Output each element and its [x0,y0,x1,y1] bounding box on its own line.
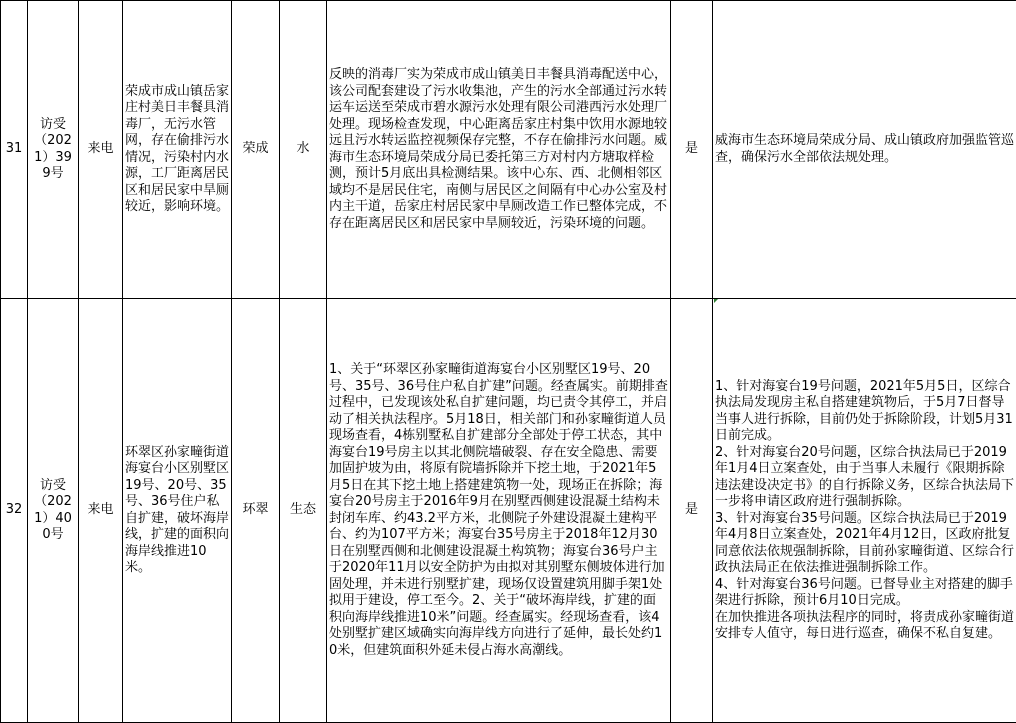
handling-measures: 1、针对海宴台19号问题，2021年5月5日，区综合执法局发现房主私自搭建建筑物后，于5月7日督导当事人进行拆除，目前仍处于拆除阶段，计划5月31日前完成。 2、针对海宴台20号问题，区综合执法局已于2019年1月4日立案查处，由于当事人未履行《限期拆除违法建设决定书》的自行拆除义务，区综合执法局下一步将申请区政府进行强制拆除。 3、针对海宴台35号问题。区综合执法局已于2019年4月8日立案查处，2021年4月12日，区政府批复同意依法依规强制拆除，目前孙家疃街道、区综合行政执法局正在依法推进强制拆除工作。 4、针对海宴台36号问题。已督导业主对搭建的脚手架进行拆除，预计6月10日完成。 在加快推进各项执法程序的同时，将责成孙家疃街道安排专人值守，每日进行巡查，确保不私自复建。 [713,299,1016,723]
row-number: 31 [1,1,28,299]
investigation-result: 1、关于“环翠区孙家疃街道海宴台小区别墅区19号、20号、35号、36号住户私自扩建”问题。经查属实。前期排查过程中，已发现该处私自扩建问题，均已责令其停工，并启动了相关执法程序。5月18日，相关部门和孙家疃街道人员现场查看，4栋别墅私自扩建部分全部处于停工状态，其中海宴台19号房主以其北侧院墙破裂、存在安全隐患、需要加固护坡为由，将原有院墙拆除并下挖土地，于2021年5月5日在其下挖土地上搭建建筑物一处，现场正在拆除；海宴台20号房主于2016年9月在别墅西侧建设混凝土结构未封闭车库、约43.2平方米，北侧院子外建设混凝土建构平台、约为107平方米；海宴台35号房主于2018年12月30日在别墅西侧和北侧建设混凝土构筑物；海宴台36号户主于2020年11月以安全防护为由拟对其别墅东侧坡体进行加固处理，并未进行别墅扩建，现场仅设置建筑用脚手架1处拟用于建设，停工至今。2、关于“破坏海岸线，扩建的面积向海岸线推进10米”问题。经查属实。经现场查看，该4处别墅扩建区域确实向海岸线方向进行了延伸，最长处约10米，但建筑面积外延未侵占海水高潮线。 [327,299,671,723]
complaint-source: 来电 [79,299,123,723]
complaint-source: 来电 [79,1,123,299]
district: 环翠 [232,299,280,723]
case-number: 访受（2021）399号 [28,1,79,299]
verified-flag: 是 [671,1,713,299]
verified-flag: 是 [671,299,713,723]
table-row [1,299,1016,723]
complaint-description: 荣成市成山镇岳家庄村美日丰餐具消毒厂，无污水管网，存在偷排污水情况，污染村内水源，工厂距离居民区和居民家中旱厕较近，影响环境。 [123,1,232,299]
district: 荣成 [232,1,280,299]
pollution-category: 生态 [280,299,327,723]
investigation-result: 反映的消毒厂实为荣成市成山镇美日丰餐具消毒配送中心，该公司配套建设了污水收集池，产生的污水全部通过污水转运车运送至荣成市碧水源污水处理有限公司港西污水处理厂处理。现场检查发现，中心距离岳家庄村集中饮用水源地较远且污水转运监控视频保存完整，不存在偷排污水问题。威海市生态环境局荣成分局已委托第三方对村内方塘取样检测，预计5月底出具检测结果。该中心东、西、北侧相邻区域均不是居民住宅，南侧与居民区之间隔有中心办公室及村内主干道，岳家庄村居民家中旱厕改造工作已整体完成，不存在距离居民区和居民家中旱厕较近，污染环境的问题。 [327,1,671,299]
complaint-description: 环翠区孙家疃街道海宴台小区别墅区19号、20号、35号、36号住户私自扩建，破坏海岸线，扩建的面积向海岸线推进10米。 [123,299,232,723]
row-number: 32 [1,299,28,723]
pollution-category: 水 [280,1,327,299]
handling-measures: 威海市生态环境局荣成分局、成山镇政府加强监管巡查，确保污水全部依法规处理。 [713,1,1016,299]
cell-comment-marker [714,299,718,303]
table-row [1,1,1016,299]
case-number: 访受（2021）400号 [28,299,79,723]
